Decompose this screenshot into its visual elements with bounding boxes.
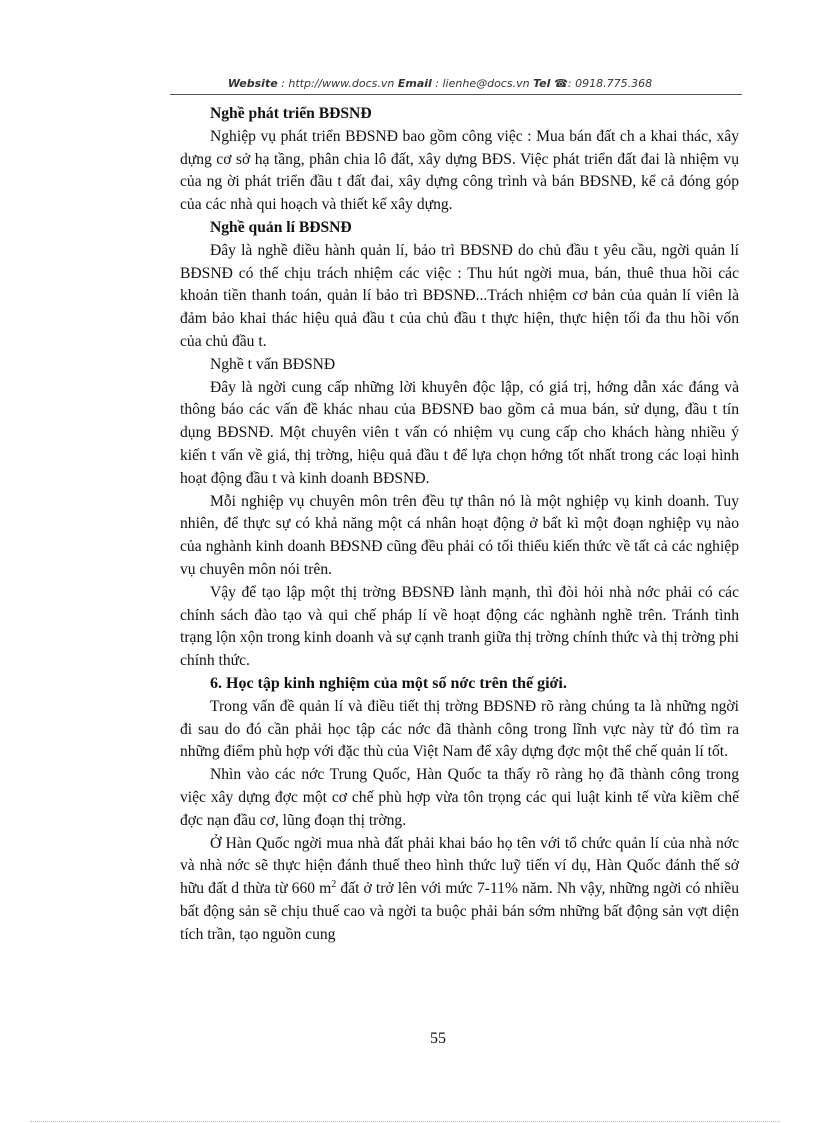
heading-quan-li: Nghề quản lí BĐSNĐ	[210, 218, 352, 236]
document-body	[180, 103, 739, 946]
bottom-divider	[30, 1121, 780, 1122]
paragraph-trung-quoc-han-quoc: Nhìn vào các nớc Trung Quốc, Hàn Quốc ta thấy rõ ràng họ đã thành công trong việc xây dựng đợc một cơ chế phù hợp vừa tôn trọng các qui luật kinh tế vừa kiềm chế đợc nạn đầu cơ, lũng đoạn thị trờng.	[180, 766, 739, 829]
paragraph-hoc-tap: Trong vấn đề quản lí và điều tiết thị trờng BĐSNĐ rõ ràng chúng ta là những ngời đi sau do đó cần phải học tập các nớc đã thành công trong lĩnh vực này từ đó tìm ra những điểm phù hợp với đặc thù của Việt Nam để xây dựng đợc một thể chế quản lí tốt.	[180, 697, 739, 761]
page-number: 55	[430, 1030, 446, 1047]
header-divider	[170, 94, 742, 95]
header-email-label: Email	[397, 77, 432, 90]
header-email-value: : lienhe@docs.vn	[435, 77, 530, 90]
header-website-label: Website	[227, 77, 278, 90]
header-website-value: : http://www.docs.vn	[281, 77, 395, 90]
paragraph-han-quoc-part-a: Ở Hàn Quốc ngời mua nhà đất phải khai báo họ tên với tổ chức quản lí của nhà nớc và nhà nớc sẽ thực hiện đánh thuế theo hình thức luỹ tiến ví dụ, Hàn Quốc đánh thế sở hữu đất d thừa từ 660 m	[180, 834, 739, 898]
paragraph-nghiep-vu: Mỗi nghiệp vụ chuyên môn trên đều tự thân nó là một nghiệp vụ kinh doanh. Tuy nhiên, để thực sự có khả năng một cá nhân hoạt động ở bất kì một đoạn nghiệp vụ nào của nghành kinh doanh BĐSNĐ cũng đều phải có tối thiểu kiến thức về tất cả các nghiệp vụ chuyên môn nói trên.	[180, 492, 739, 578]
header-tel-label: Tel ☎	[533, 77, 568, 90]
section-heading-6: 6. Học tập kinh nghiệm của một số nớc trên thế giới.	[210, 674, 567, 692]
heading-phat-trien: Nghề phát triển BĐSNĐ	[210, 105, 372, 122]
heading-tu-van: Nghề t vấn BĐSNĐ	[210, 355, 336, 373]
paragraph-phat-trien: Nghiệp vụ phát triển BĐSNĐ bao gồm công việc : Mua bán đất ch a khai thác, xây dựng cơ sở hạ tầng, phân chia lô đất, xây dựng BĐS. Việc phát triển đất đai là nhiệm vụ của ng ời phát triển đầu t đất đai, xây dựng công trình và bán BĐSNĐ, kể cả đóng góp của các nhà qui hoạch và thiết kế xây dựng.	[180, 127, 739, 214]
paragraph-han-quoc	[180, 833, 739, 947]
paragraph-tu-van: Đây là ngời cung cấp những lời khuyên độc lập, có giá trị, hớng dẫn xác đáng và thông báo các vấn đề khác nhau của BĐSNĐ bao gồm cả mua bán, sử dụng, đầu t tín dụng BĐSNĐ. Một chuyên viên t vấn có nhiệm vụ cung cấp cho khách hàng nhiều ý kiến t vấn về giá, thị trờng, hiệu quả đầu t để lựa chọn hớng tốt nhất trong các loại hình hoạt động đầu t và kinh doanh BĐSNĐ.	[180, 378, 739, 487]
paragraph-thi-truong: Vậy để tạo lập một thị trờng BĐSNĐ lành mạnh, thì đòi hỏi nhà nớc phải có các chính sách đào tạo và qui chế pháp lí về hoạt động các nghành nghề trên. Tránh tình trạng lộn xộn trong kinh doanh và sự cạnh tranh giữa thị trờng chính thức và thị trờng phi chính thức.	[180, 583, 739, 670]
page-header	[140, 77, 740, 90]
header-tel-value: : 0918.775.368	[567, 77, 653, 90]
superscript-2: 2	[331, 878, 337, 890]
paragraph-han-quoc-part-b: đất ở trở lên với mức 7-11% năm. Nh vậy, những ngời có nhiều bất động sản sẽ chịu thuế cao và ngời ta buộc phải bán sớm những bất động sản vợt diện tích trần, tạo nguồn cung	[180, 880, 739, 943]
paragraph-quan-li: Đây là nghề điều hành quản lí, bảo trì BĐSNĐ do chủ đầu t yêu cầu, ngời quản lí BĐSNĐ có thể chịu trách nhiệm các việc : Thu hút ngời mua, bán, thuê thua hồi các khoản tiền thanh toán, quản lí bảo trì BĐSNĐ...Trách nhiệm cơ bản của quản lí viên là đảm bảo khai thác hiệu quả đầu t của chủ đầu t thực hiện, thực hiện tối đa thu hồi vốn của chủ đầu t.	[180, 241, 739, 350]
